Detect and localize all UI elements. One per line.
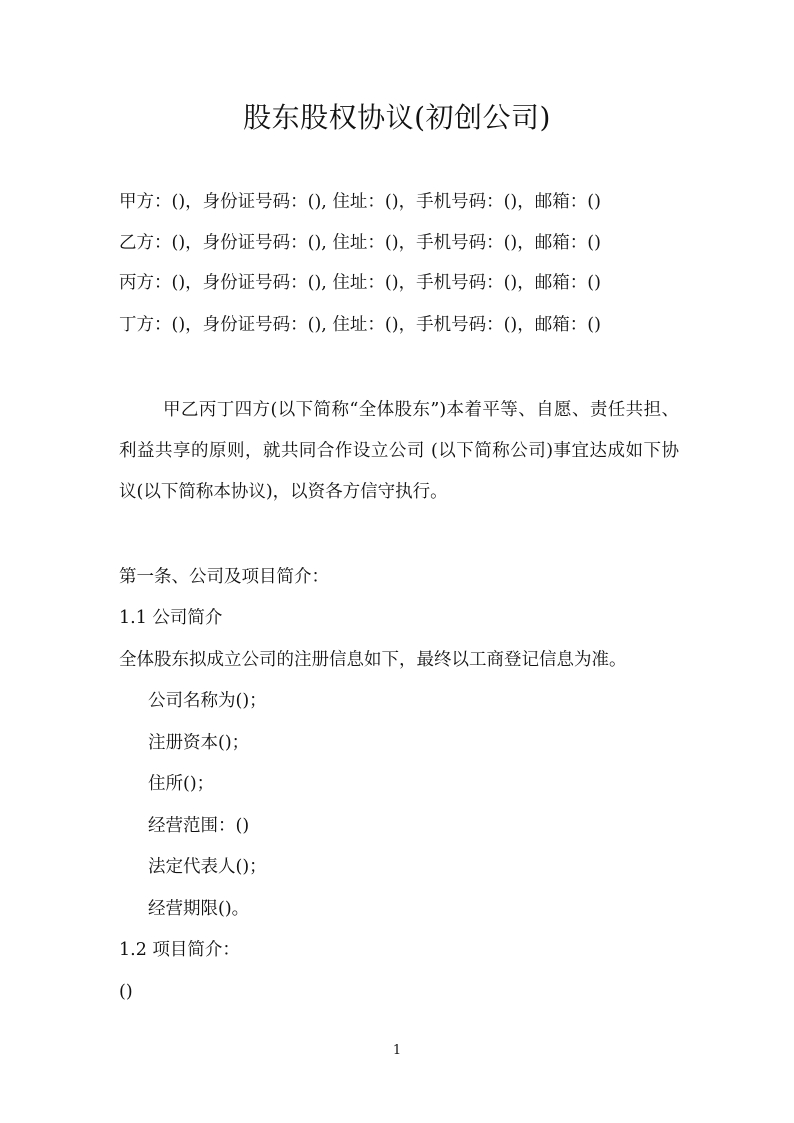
party-line-yi: 乙方：()，身份证号码：(), 住址：()，手机号码：()，邮箱：() <box>119 233 601 253</box>
party-line-ding: 丁方：()，身份证号码：(), 住址：()，手机号码：()，邮箱：() <box>119 315 601 335</box>
party-line-bing: 丙方：()，身份证号码：(), 住址：()，手机号码：()，邮箱：() <box>119 273 601 293</box>
company-field-capital: 注册资本()； <box>148 733 250 753</box>
section-1-1-heading: 1.1 公司简介 <box>119 608 223 628</box>
article-1-heading: 第一条、公司及项目简介： <box>119 567 329 587</box>
intro-paragraph: 甲乙丙丁四方(以下简称“全体股东”)本着平等、自愿、责任共担、利益共享的原则，就共同合作设立公司 (以下简称公司)事宜达成如下协议(以下简称本协议)，以资各方信守执行。 <box>119 400 679 502</box>
section-1-2-text: () <box>119 982 133 1002</box>
page-number: 1 <box>392 1043 402 1058</box>
section-1-2-heading: 1.2 项目简介： <box>119 940 240 960</box>
company-field-address: 住所()； <box>148 774 215 794</box>
company-field-term: 经营期限()。 <box>148 899 250 919</box>
section-1-1-text: 全体股东拟成立公司的注册信息如下，最终以工商登记信息为准。 <box>119 650 627 670</box>
company-field-legal-rep: 法定代表人()； <box>148 857 267 877</box>
document-title: 股东股权协议(初创公司) <box>243 101 551 134</box>
party-line-jia: 甲方：()，身份证号码：(), 住址：()，手机号码：()，邮箱：() <box>119 192 601 212</box>
company-field-name: 公司名称为()； <box>148 691 267 711</box>
company-field-scope: 经营范围：() <box>148 816 250 836</box>
